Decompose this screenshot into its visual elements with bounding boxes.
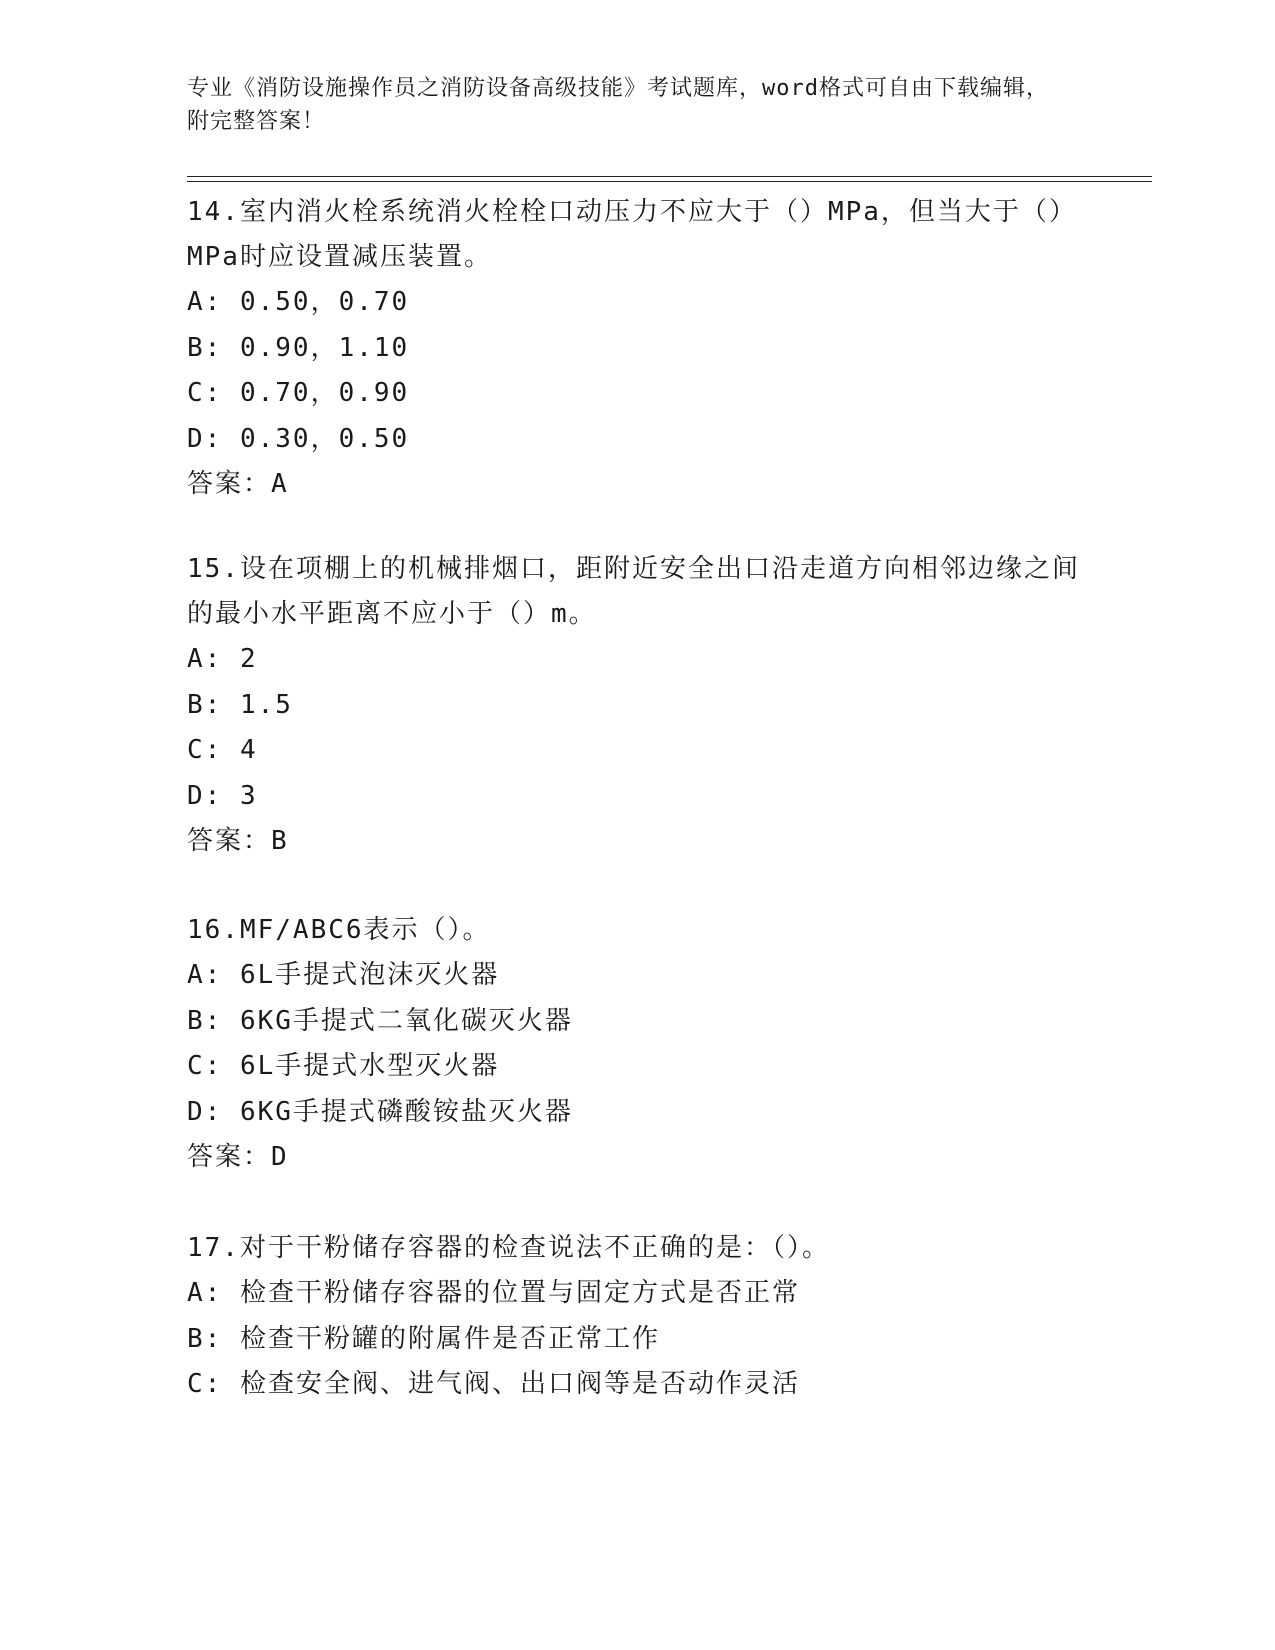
answer-value: B (271, 826, 288, 856)
question-17 (187, 1226, 1087, 1408)
header-text: 专业《消防设施操作员之消防设备高级技能》考试题库，word格式可自由下载编辑，附完整答案！ (187, 76, 1049, 134)
option-a: A: 0.50，0.70 (187, 287, 410, 317)
question-list (187, 190, 1087, 1408)
answer-line (187, 462, 1087, 507)
option-c: C: 4 (187, 735, 258, 765)
answer-label: 答案： (187, 826, 272, 856)
answer-label: 答案： (187, 469, 272, 499)
option-a: A: 2 (187, 644, 258, 674)
option-b: B: 1.5 (187, 689, 293, 720)
option-d: D: 3 (187, 780, 258, 811)
spacer (187, 1180, 1087, 1226)
option-a: A: 检查干粉储存容器的位置与固定方式是否正常 (187, 1278, 800, 1308)
spacer (187, 864, 1087, 908)
header-divider-bottom (187, 181, 1152, 182)
option-d: D: 0.30，0.50 (187, 423, 410, 454)
question-16 (187, 908, 1087, 1180)
question-stem: 14.室内消火栓系统消火栓栓口动压力不应大于（）MPa，但当大于（）MPa时应设置减压装置。 (187, 197, 1077, 272)
option-b: B: 6KG手提式二氧化碳灭火器 (187, 1005, 573, 1036)
option-d: D: 6KG手提式磷酸铵盐灭火器 (187, 1096, 573, 1127)
option-b: B: 0.90，1.10 (187, 332, 410, 363)
question-stem: 15.设在项棚上的机械排烟口，距附近安全出口沿走道方向相邻边缘之间的最小水平距离不应小于（）m。 (187, 554, 1080, 629)
option-a: A: 6L手提式泡沫灭火器 (187, 960, 500, 990)
answer-line (187, 1135, 1087, 1180)
option-c: C: 6L手提式水型灭火器 (187, 1051, 500, 1081)
option-c: C: 0.70，0.90 (187, 378, 410, 408)
spacer (187, 507, 1087, 547)
option-b: B: 检查干粉罐的附属件是否正常工作 (187, 1323, 660, 1354)
question-14 (187, 190, 1087, 507)
answer-line (187, 819, 1087, 864)
question-stem: 16.MF/ABC6表示（）。 (187, 915, 491, 945)
answer-value: D (271, 1142, 288, 1172)
header-divider-top (187, 176, 1152, 177)
answer-label: 答案： (187, 1142, 272, 1172)
document-header (187, 72, 1067, 138)
question-stem: 17.对于干粉储存容器的检查说法不正确的是：（）。 (187, 1233, 830, 1263)
question-15 (187, 547, 1087, 864)
answer-value: A (271, 469, 288, 499)
option-c: C: 检查安全阀、进气阀、出口阀等是否动作灵活 (187, 1369, 800, 1399)
